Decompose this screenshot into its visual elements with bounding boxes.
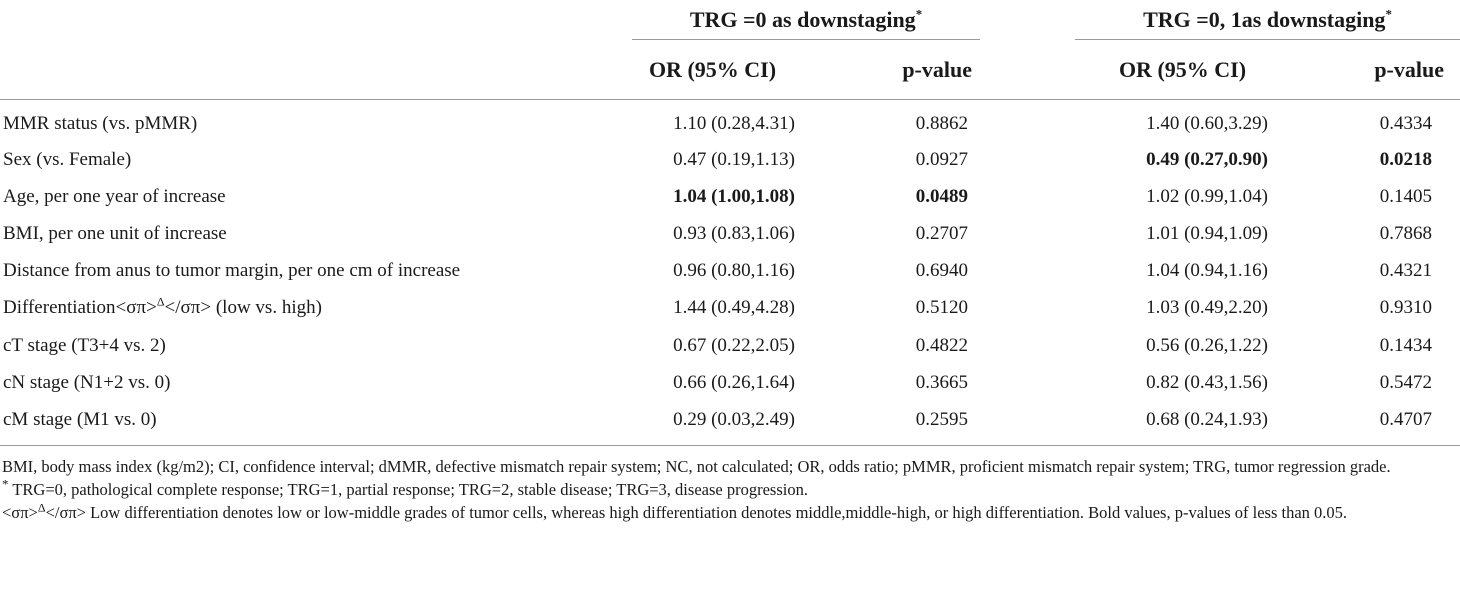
p-value-trg0: 0.3665 xyxy=(915,371,968,393)
p-value-trg01: 0.1434 xyxy=(1379,334,1432,356)
p-value-trg01: 0.0218 xyxy=(1379,148,1432,170)
or-value-trg0: 0.96 (0.80,1.16) xyxy=(673,260,795,282)
header-blank xyxy=(0,40,590,100)
p-value-trg01: 0.9310 xyxy=(1379,297,1432,319)
p-value-trg01: 0.5472 xyxy=(1379,371,1432,393)
footnote-abbreviations: BMI, body mass index (kg/m2); CI, confidence interval; dMMR, defective mismatch repair system; NC, not calculated; OR, odds ratio; pMMR, proficient mismatch repair system; TRG, tumor regression grade. xyxy=(2,456,1391,476)
header-blank xyxy=(0,0,590,40)
footnote-trg xyxy=(2,476,1458,500)
delta-marker: Δ xyxy=(37,500,46,514)
group-underline xyxy=(1075,39,1460,40)
or-value-trg01: 1.03 (0.49,2.20) xyxy=(1146,297,1268,319)
header-gap xyxy=(980,0,1075,40)
row-label: MMR status (vs. pMMR) xyxy=(3,112,198,134)
or-value-trg01: 0.49 (0.27,0.90) xyxy=(1146,148,1268,170)
table-row xyxy=(0,178,1460,215)
star-marker: * xyxy=(1385,6,1392,22)
p-value-trg0: 0.8862 xyxy=(915,112,968,134)
p-value-trg0: 0.6940 xyxy=(915,260,968,282)
header-gap xyxy=(980,40,1075,100)
row-label: Distance from anus to tumor margin, per one cm of increase xyxy=(3,260,461,282)
row-label: cM stage (M1 vs. 0) xyxy=(3,408,157,430)
table-row xyxy=(0,215,1460,252)
row-label: cN stage (N1+2 vs. 0) xyxy=(3,371,171,393)
row-label: Sex (vs. Female) xyxy=(3,148,132,170)
group-header-row xyxy=(0,0,1460,40)
footnote-differentiation xyxy=(2,502,1458,523)
group-header-trg0 xyxy=(590,0,980,40)
col-header-or-2: OR (95% CI) xyxy=(1075,40,1290,100)
delta-marker: Δ xyxy=(156,295,165,310)
p-value-trg01: 0.7868 xyxy=(1379,222,1432,244)
or-value-trg01: 0.68 (0.24,1.93) xyxy=(1146,408,1268,430)
sub-header-row xyxy=(0,40,1460,100)
p-value-trg0: 0.0927 xyxy=(915,148,968,170)
or-value-trg0: 1.10 (0.28,4.31) xyxy=(673,112,795,134)
p-value-trg0: 0.2707 xyxy=(915,222,968,244)
or-value-trg0: 0.66 (0.26,1.64) xyxy=(673,371,795,393)
star-marker: * xyxy=(2,476,9,491)
col-header-p-2: p-value xyxy=(1290,40,1460,100)
p-value-trg01: 0.4707 xyxy=(1379,408,1432,430)
row-label-main: Differentiation<σπ> xyxy=(3,297,157,319)
row-label: BMI, per one unit of increase xyxy=(3,222,227,244)
p-value-trg01: 0.1405 xyxy=(1379,185,1432,207)
row-label: Age, per one year of increase xyxy=(3,185,226,207)
table-footnotes xyxy=(0,446,1460,523)
footnote-trg-text: TRG=0, pathological complete response; TRG=1, partial response; TRG=2, stable disease; TRG=3, disease progression. xyxy=(8,479,808,499)
table-row xyxy=(0,141,1460,178)
table-header xyxy=(0,0,1460,100)
or-value-trg0: 0.93 (0.83,1.06) xyxy=(673,222,795,244)
or-value-trg01: 1.02 (0.99,1.04) xyxy=(1146,185,1268,207)
or-value-trg0: 0.67 (0.22,2.05) xyxy=(673,334,795,356)
or-value-trg01: 1.40 (0.60,3.29) xyxy=(1146,112,1268,134)
or-value-trg0: 0.29 (0.03,2.49) xyxy=(673,408,795,430)
p-value-trg0: 0.0489 xyxy=(915,185,968,207)
table-row xyxy=(0,290,1460,327)
group-header-trg01 xyxy=(1075,0,1460,40)
or-value-trg01: 0.56 (0.26,1.22) xyxy=(1146,334,1268,356)
footnote-diff-text: </σπ> Low differentiation denotes low or low-middle grades of tumor cells, whereas high differentiation denotes middle,middle-high, or high differentiation. Bold values, p-values of less than 0.05. xyxy=(45,502,1348,522)
p-value-trg01: 0.4321 xyxy=(1379,260,1432,282)
table-row xyxy=(0,401,1460,444)
p-value-trg0: 0.4822 xyxy=(915,334,968,356)
table-row xyxy=(0,364,1460,401)
or-value-trg01: 1.04 (0.94,1.16) xyxy=(1146,260,1268,282)
group-header-trg0-text: TRG =0 as downstaging xyxy=(689,7,916,32)
table-row xyxy=(0,100,1460,142)
or-value-trg0: 1.04 (1.00,1.08) xyxy=(673,185,795,207)
row-label-rest: </σπ> (low vs. high) xyxy=(164,297,322,319)
or-value-trg0: 1.44 (0.49,4.28) xyxy=(673,297,795,319)
p-value-trg01: 0.4334 xyxy=(1379,112,1432,134)
or-value-trg0: 0.47 (0.19,1.13) xyxy=(673,148,795,170)
table-row xyxy=(0,253,1460,290)
row-label xyxy=(0,290,590,327)
col-header-or-1: OR (95% CI) xyxy=(590,40,805,100)
star-marker: * xyxy=(915,6,923,22)
p-value-trg0: 0.5120 xyxy=(915,297,968,319)
p-value-trg0: 0.2595 xyxy=(915,408,968,430)
footnote-diff-pre: <σπ> xyxy=(2,502,38,522)
table-row xyxy=(0,327,1460,364)
group-header-trg01-text: TRG =0, 1as downstaging xyxy=(1143,7,1386,32)
or-value-trg01: 1.01 (0.94,1.09) xyxy=(1146,222,1268,244)
table-body xyxy=(0,100,1460,445)
or-value-trg01: 0.82 (0.43,1.56) xyxy=(1146,371,1268,393)
group-underline xyxy=(632,39,980,40)
row-label: cT stage (T3+4 vs. 2) xyxy=(3,334,166,356)
col-header-p-1: p-value xyxy=(805,40,980,100)
